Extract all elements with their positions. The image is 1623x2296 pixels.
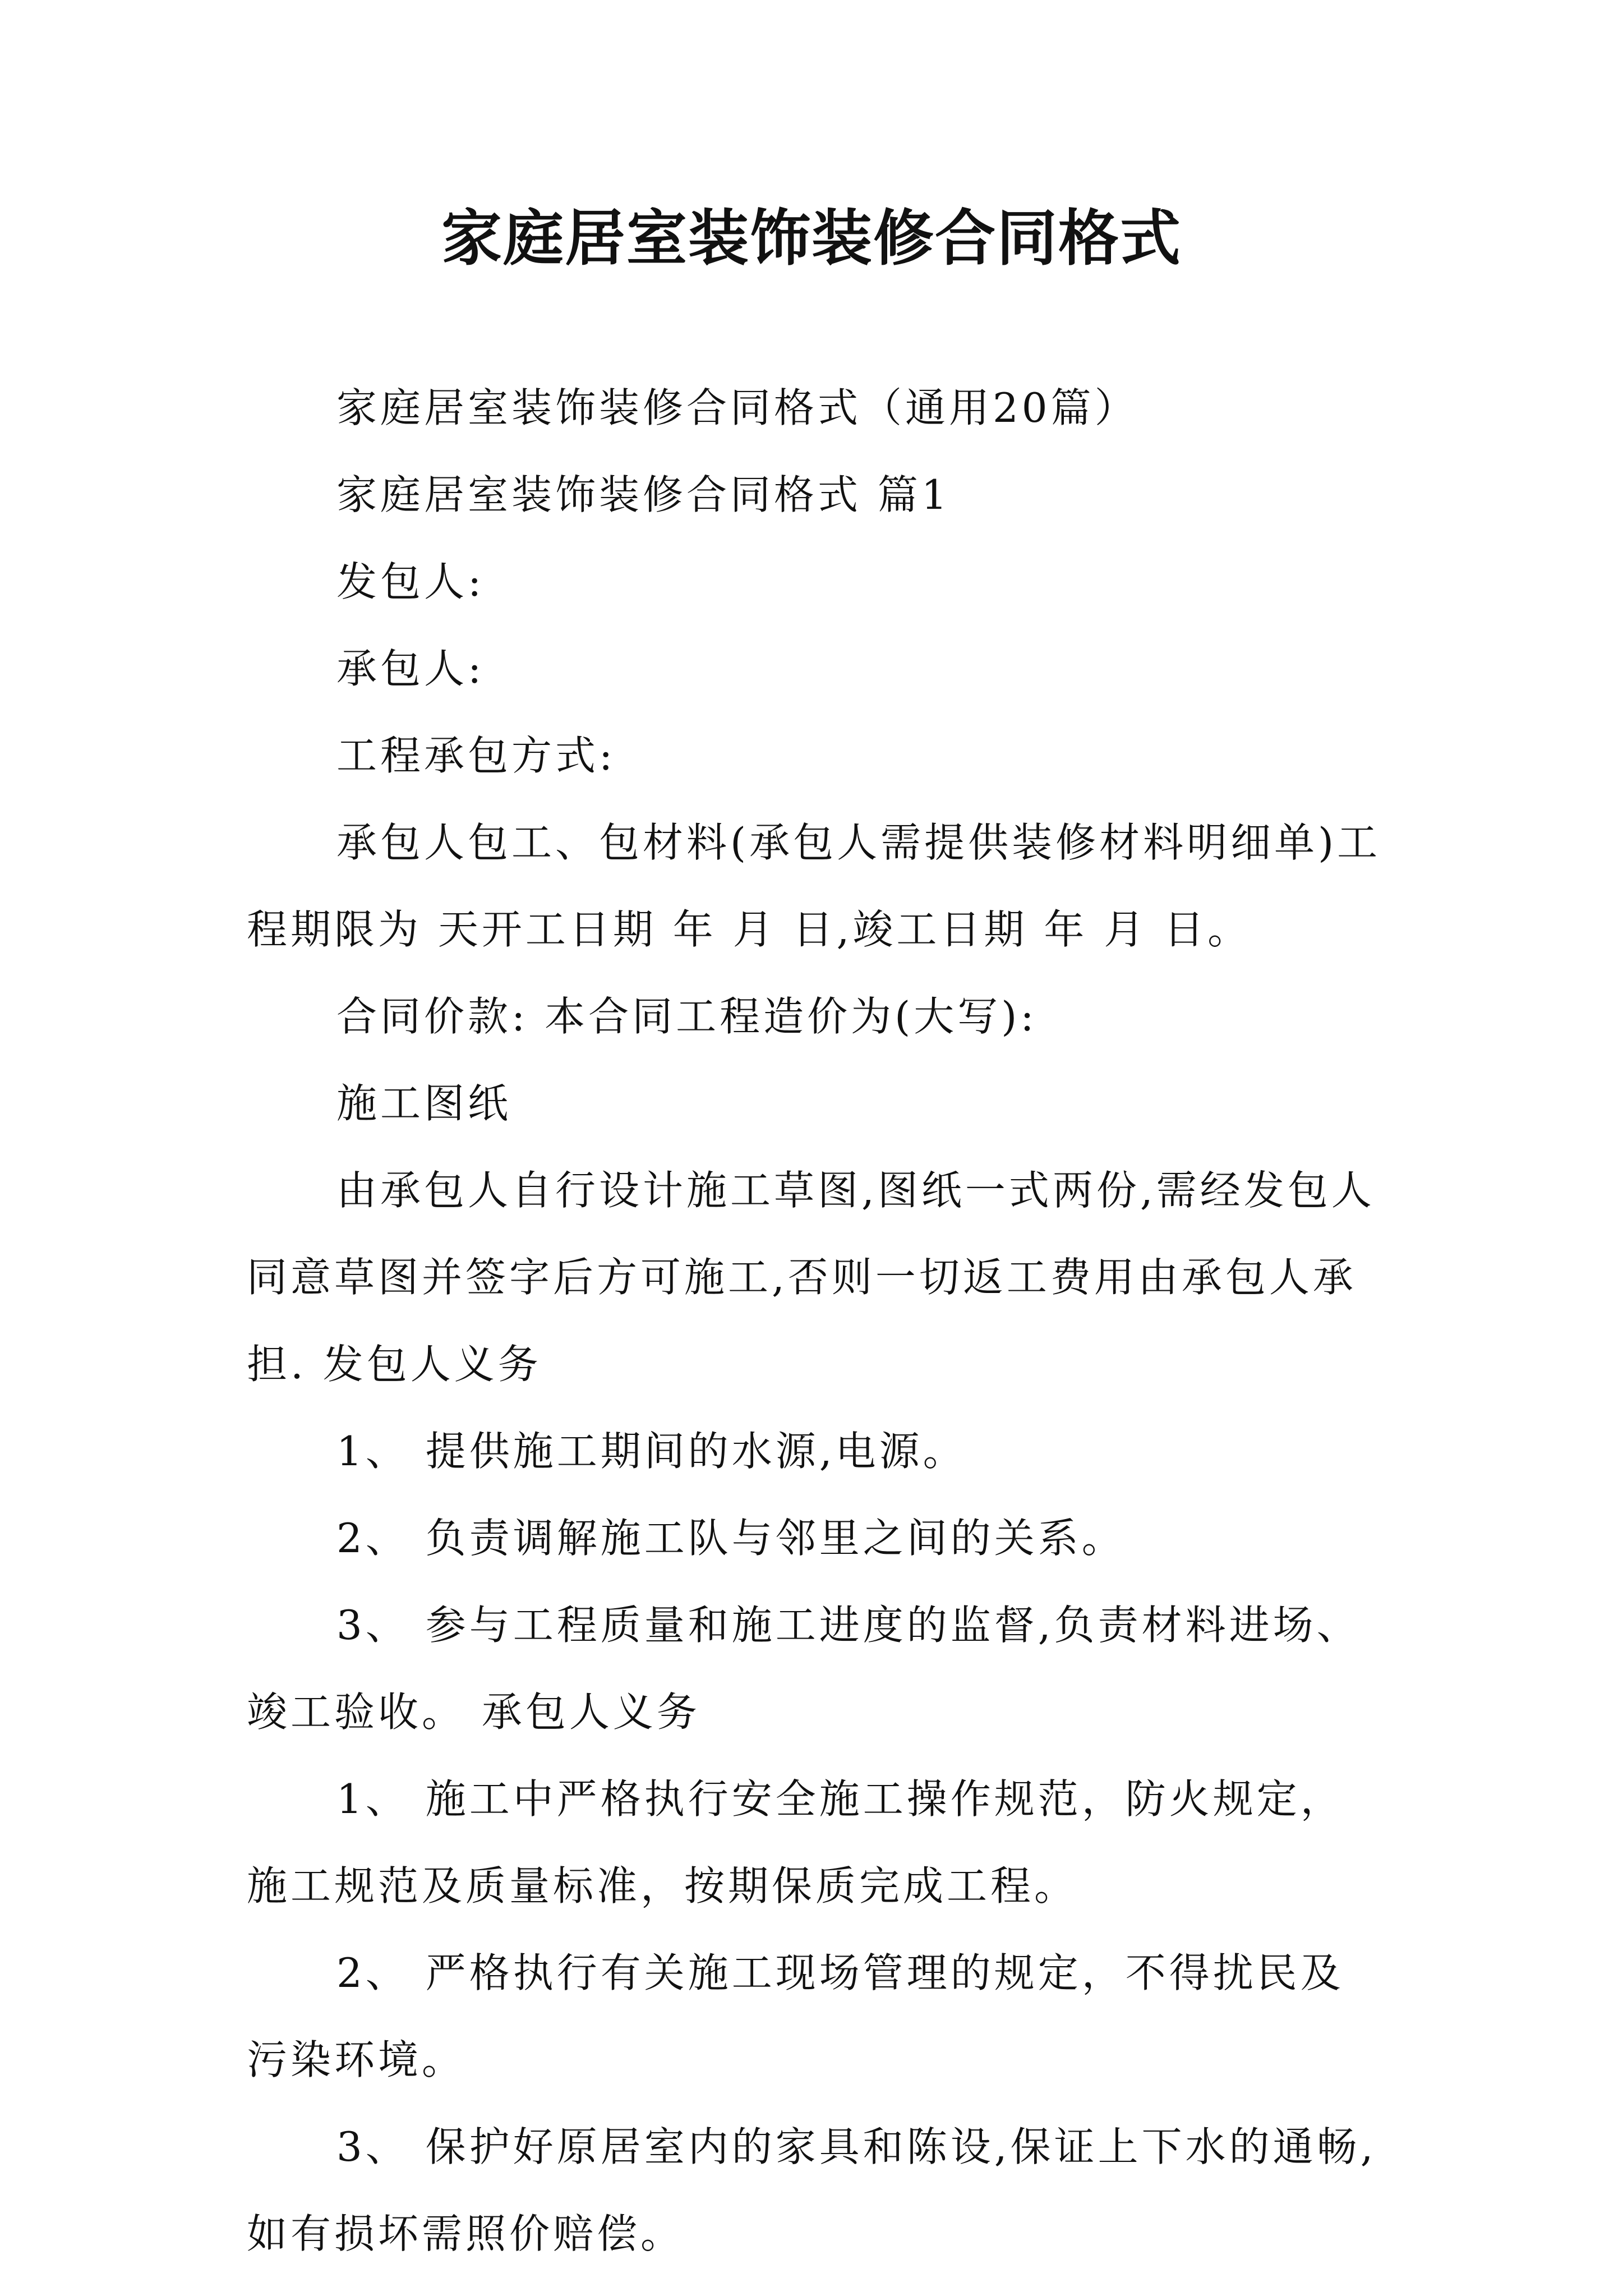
paragraph-subtitle: 家庭居室装饰装修合同格式（通用20篇） bbox=[336, 384, 1138, 431]
document-title: 家庭居室装饰装修合同格式 bbox=[441, 203, 1182, 274]
paragraph-contract-terms: 承包人包工、包材料(承包人需提供装修材料明细单)工程期限为 天开工日期 年 月 日,竣工日期 年 月 日。 bbox=[247, 819, 1381, 953]
paragraph-employer-duty-1: 1、 提供施工期间的水源,电源。 bbox=[336, 1428, 967, 1475]
paragraph-drawings-heading: 施工图纸 bbox=[336, 1080, 512, 1127]
paragraph-contractor-duty-3: 3、 保护好原居室内的家具和陈设,保证上下水的通畅,如有损坏需照价赔偿。 bbox=[247, 2123, 1377, 2257]
paragraph-section-heading: 家庭居室装饰装修合同格式 篇1 bbox=[336, 471, 951, 518]
paragraph-contractor: 承包人: bbox=[336, 645, 485, 692]
paragraph-contract-price: 合同价款: 本合同工程造价为(大写): bbox=[336, 993, 1038, 1040]
paragraph-employer-duty-2: 2、 负责调解施工队与邻里之间的关系。 bbox=[336, 1515, 1126, 1562]
paragraph-drawings-body: 由承包人自行设计施工草图,图纸一式两份,需经发包人同意草图并签字后方可施工,否则一切返工费用由承包人承担. 发包人义务 bbox=[247, 1167, 1375, 1388]
paragraph-contractor-duty-2: 2、 严格执行有关施工现场管理的规定，不得扰民及污染环境。 bbox=[247, 1949, 1344, 2083]
paragraph-contractor-duty-1: 1、 施工中严格执行安全施工操作规范，防火规定，施工规范及质量标准，按期保质完成工程。 bbox=[247, 1775, 1344, 1910]
paragraph-contract-method: 工程承包方式: bbox=[336, 732, 616, 779]
paragraph-employer: 发包人: bbox=[336, 558, 485, 605]
document-body bbox=[247, 365, 1385, 2277]
paragraph-employer-duty-3: 3、 参与工程质量和施工进度的监督,负责材料进场、竣工验收。 承包人义务 bbox=[247, 1602, 1361, 1736]
